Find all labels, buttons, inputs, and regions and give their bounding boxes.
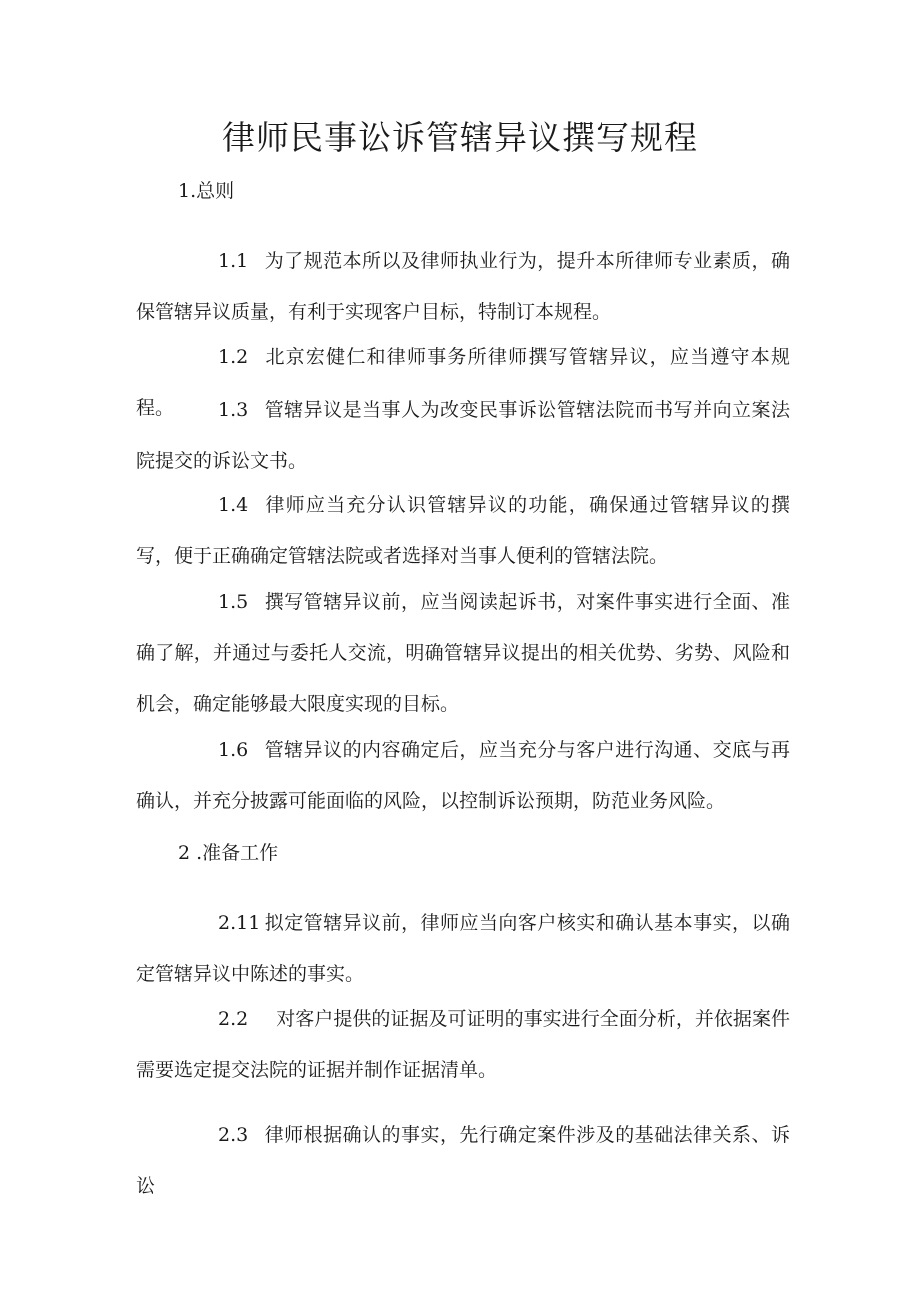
paragraph-1-4: [136, 480, 790, 582]
paragraph-text: 律师根据确认的事实，先行确定案件涉及的基础法律关系、诉讼: [136, 1124, 790, 1197]
paragraph-number: 2.11: [218, 912, 261, 934]
paragraph-number: 2.3: [218, 1124, 249, 1146]
paragraph-2-1: [136, 898, 790, 1000]
paragraph-text: 律师应当充分认识管辖异议的功能，确保通过管辖异议的撰写，便于正确确定管辖法院或者选择对当事人便利的管辖法院。: [136, 494, 790, 567]
paragraph-number: 1.2: [218, 346, 249, 368]
paragraph-number: 1.5: [218, 591, 249, 613]
paragraph-number: 1.3: [218, 399, 249, 421]
paragraph-text: 管辖异议的内容确定后，应当充分与客户进行沟通、交底与再确认，并充分披露可能面临的风险，以控制诉讼预期，防范业务风险。: [136, 739, 790, 812]
paragraph-text: 管辖异议是当事人为改变民事诉讼管辖法院而书写并向立案法院提交的诉讼文书。: [136, 399, 790, 472]
paragraph-2-3: [136, 1110, 790, 1212]
paragraph-number: 1.6: [218, 739, 249, 761]
paragraph-1-3: [136, 385, 790, 487]
paragraph-text: 北京宏健仁和律师事务所律师撰写管辖异议，应当遵守本规程。: [136, 346, 790, 419]
paragraph-2-2: [136, 994, 790, 1096]
paragraph-text: 为了规范本所以及律师执业行为，提升本所律师专业素质，确保管辖异议质量，有利于实现客户目标，特制订本规程。: [136, 250, 790, 323]
paragraph-number: 1.4: [218, 494, 249, 516]
paragraph-text: 对客户提供的证据及可证明的事实进行全面分析，并依据案件需要选定提交法院的证据并制作证据清单。: [136, 1008, 790, 1081]
paragraph-1-6: [136, 725, 790, 827]
paragraph-text: 拟定管辖异议前，律师应当向客户核实和确认基本事实，以确定管辖异议中陈述的事实。: [136, 912, 790, 985]
section-heading-general: 1.总则: [178, 180, 235, 202]
section-heading-preparation: 2 .准备工作: [178, 842, 279, 864]
paragraph-text: 撰写管辖异议前，应当阅读起诉书，对案件事实进行全面、准确了解，并通过与委托人交流，明确管辖异议提出的相关优势、劣势、风险和机会，确定能够最大限度实现的目标。: [136, 591, 790, 715]
paragraph-1-1: [136, 236, 790, 338]
paragraph-1-5: [136, 577, 790, 730]
paragraph-number: 2.2: [218, 1008, 249, 1030]
paragraph-number: 1.1: [218, 250, 249, 272]
document-title: 律师民事讼诉管辖异议撰写规程: [222, 118, 698, 157]
